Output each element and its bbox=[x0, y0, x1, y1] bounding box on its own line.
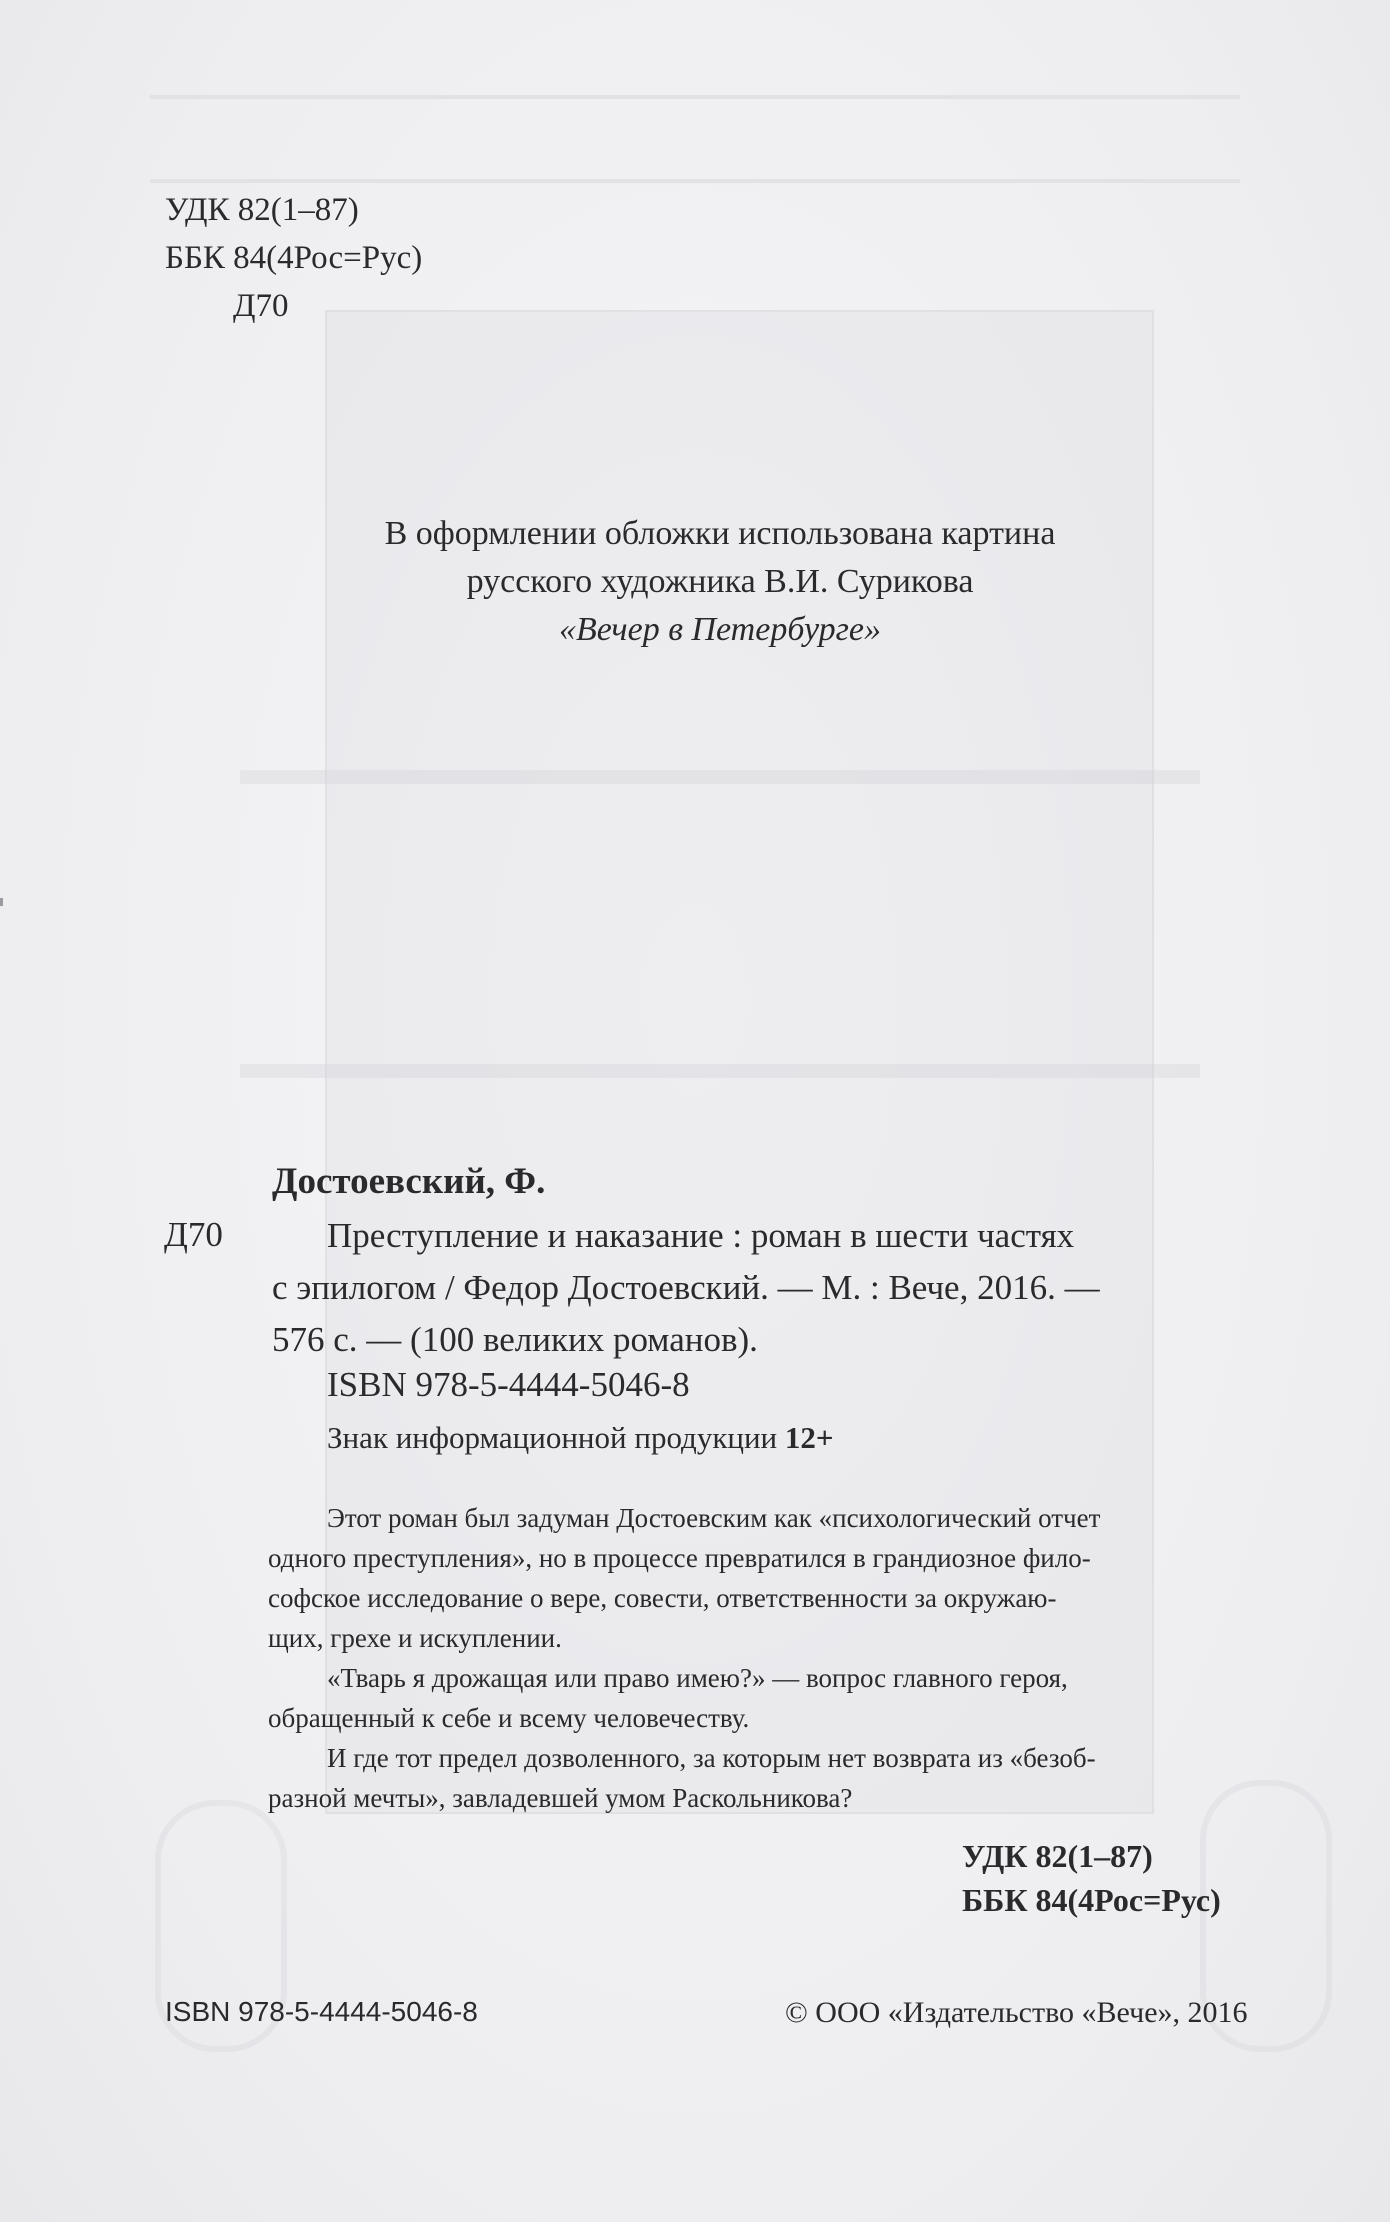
annotation-line: «Тварь я дрожащая или право имею?» — вопрос главного героя, bbox=[327, 1663, 1068, 1693]
annotation-line: И где тот предел дозволенного, за которым нет возврата из «безоб- bbox=[327, 1743, 1096, 1773]
annotation-line: одного преступления», но в процессе превратился в грандиозное фило- bbox=[268, 1543, 1091, 1573]
isbn-record: ISBN 978-5-4444-5046-8 bbox=[327, 1365, 690, 1404]
udk-code-bottom: УДК 82(1–87) bbox=[962, 1838, 1153, 1874]
painting-title: «Вечер в Петербурге» bbox=[559, 611, 881, 648]
bibliographic-description bbox=[272, 1210, 1352, 1366]
age-rating-label: Знак информационной продукции bbox=[327, 1420, 778, 1455]
author-mark-record: Д70 bbox=[164, 1215, 223, 1254]
cover-illustration-note bbox=[250, 510, 1190, 654]
bbk-code-bottom: ББК 84(4Рос=Рус) bbox=[962, 1882, 1221, 1918]
show-through-title bbox=[240, 770, 1200, 1078]
annotation-paragraph-1 bbox=[268, 1498, 1333, 1658]
biblio-line2: с эпилогом / Федор Достоевский. — М. : Вече, 2016. — bbox=[272, 1268, 1100, 1307]
annotation-line: Этот роман был задуман Достоевским как «психологический отчет bbox=[327, 1503, 1101, 1533]
annotation-paragraph-2 bbox=[268, 1658, 1333, 1738]
author-mark-top: Д70 bbox=[233, 288, 289, 324]
isbn-footer: ISBN 978-5-4444-5046-8 bbox=[165, 1996, 478, 2027]
biblio-line3: 576 с. — (100 великих романов). bbox=[272, 1320, 758, 1359]
annotation-line: щих, грехе и искуплении. bbox=[268, 1623, 562, 1653]
annotation-line: софское исследование о вере, совести, ответственности за окружаю- bbox=[268, 1583, 1057, 1613]
udk-code-top: УДК 82(1–87) bbox=[165, 192, 359, 228]
paper-fleck bbox=[0, 898, 3, 906]
age-rating-value: 12+ bbox=[784, 1420, 834, 1455]
annotation-paragraph-3 bbox=[268, 1738, 1333, 1818]
show-through-banner bbox=[150, 95, 1240, 183]
annotation-line: обращенный к себе и всему человечеству. bbox=[268, 1703, 750, 1733]
bbk-code-top: ББК 84(4Рос=Рус) bbox=[165, 240, 423, 276]
author-heading: Достоевский, Ф. bbox=[272, 1161, 546, 1202]
cover-note-line1: В оформлении обложки использована картина bbox=[384, 515, 1056, 552]
age-rating-sign bbox=[327, 1420, 834, 1456]
annotation-line: разной мечты», завладевшей умом Раскольникова? bbox=[268, 1783, 853, 1813]
cover-note-line2: русского художника В.И. Сурикова bbox=[466, 563, 974, 600]
biblio-line1: Преступление и наказание : роман в шести частях bbox=[327, 1216, 1075, 1255]
book-annotation bbox=[268, 1498, 1333, 1818]
copyright-notice: © ООО «Издательство «Вече», 2016 bbox=[785, 1996, 1248, 2029]
